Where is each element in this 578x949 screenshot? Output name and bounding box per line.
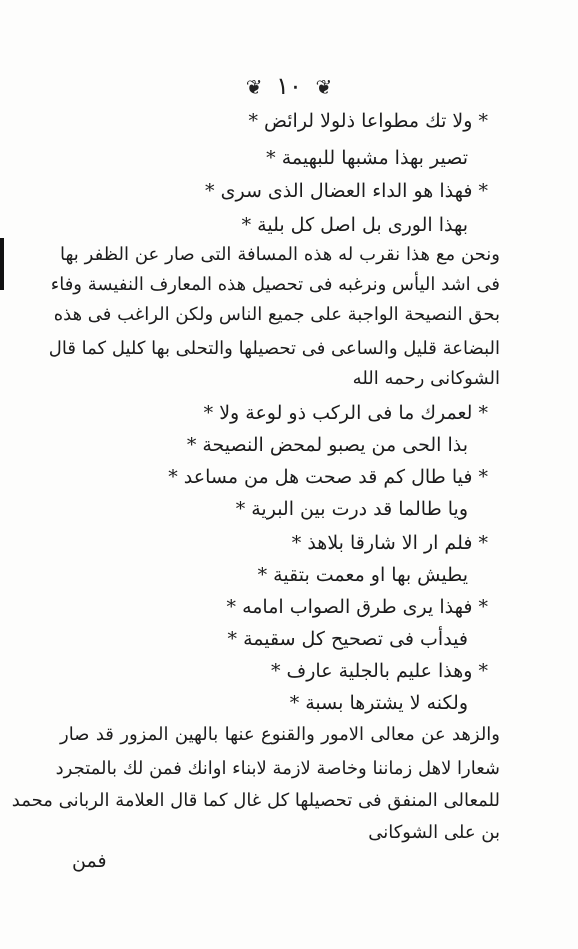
verse-line: ويا طالما قد درت بين البرية * (235, 498, 468, 520)
verse-line: ولكنه لا يشترها بسبة * (289, 692, 468, 714)
prose-line: الشوكانى رحمه الله (352, 368, 500, 389)
prose-line: ونحن مع هذا نقرب له هذه المسافة التى صار عن الظفر بها (60, 244, 500, 265)
ornament-left-icon: ❦ (245, 75, 263, 99)
catchword: فمن (72, 850, 107, 872)
verse-line: بذا الحى من يصبو لمحض النصيحة * (186, 434, 468, 456)
ornament-right-icon: ❦ (315, 75, 333, 99)
verse-line: * فهذا هو الداء العضال الذى سرى * (205, 180, 488, 202)
prose-line: للمعالى المنفق فى تحصيلها كل غال كما قال العلامة الربانى محمد (11, 790, 500, 811)
verse-line: * لعمرك ما فى الركب ذو لوعة ولا * (203, 402, 488, 424)
prose-line: فى اشد اليأس ونرغبه فى تحصيل هذه المعارف النفيسة وفاء (50, 274, 500, 295)
verse-line: تصير بهذا مشبها للبهيمة * (266, 147, 468, 169)
verse-line: * ولا تك مطواعا ذلولا لرائض * (248, 110, 488, 132)
verse-line: يطيش بها او معمت بتقية * (257, 564, 468, 586)
prose-line: شعارا لاهل زماننا وخاصة لازمة لابناء اوانك فمن لك بالمتجرد (55, 758, 500, 779)
page-number: ١٠ (276, 72, 302, 100)
prose-line: البضاعة قليل والساعى فى تحصيلها والتحلى بها كليل كما قال (48, 338, 500, 359)
page-header (0, 72, 578, 100)
verse-line: بهذا الورى بل اصل كل بلية * (241, 214, 468, 236)
verse-line: * فلم ار الا شارقا بلاهذ * (291, 532, 488, 554)
prose-line: بن على الشوكانى (368, 822, 500, 843)
binding-edge-mark (0, 238, 4, 290)
verse-line: فيدأب فى تصحيح كل سقيمة * (227, 628, 468, 650)
verse-line: * وهذا عليم بالجلية عارف * (271, 660, 488, 682)
verse-line: * فهذا يرى طرق الصواب امامه * (226, 596, 488, 618)
prose-line: بحق النصيحة الواجبة على جميع الناس ولكن الراغب فى هذه (53, 304, 500, 325)
prose-line: والزهد عن معالى الامور والقنوع عنها بالهين المزور قد صار (60, 724, 500, 745)
verse-line: * فيا طال كم قد صحت هل من مساعد * (168, 466, 488, 488)
